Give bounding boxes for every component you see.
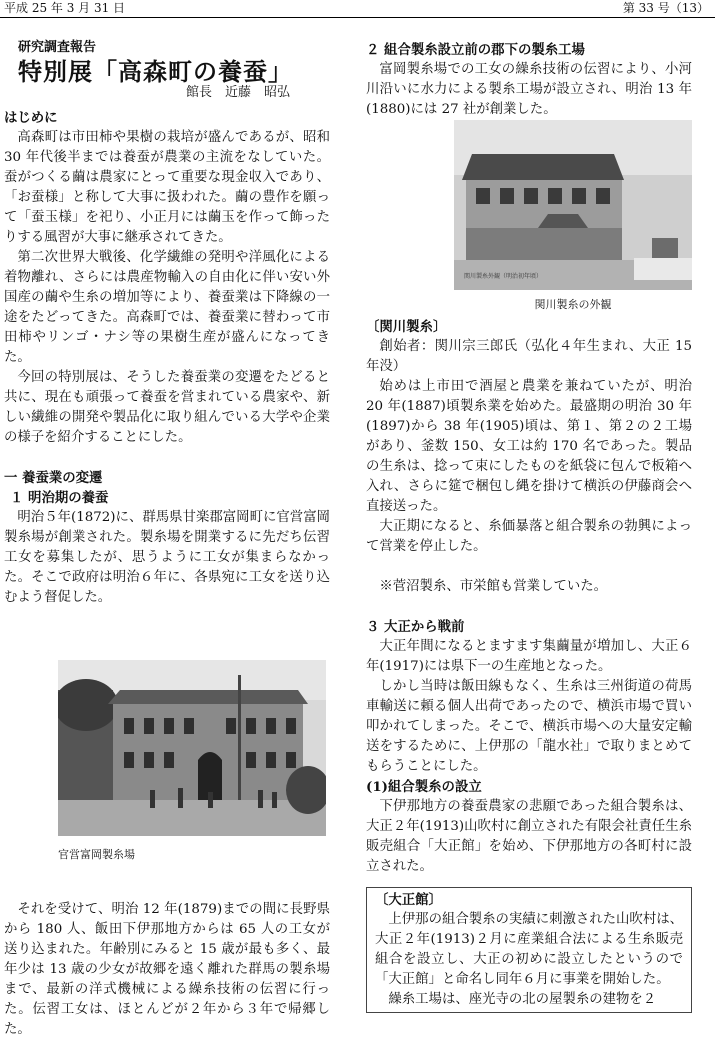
section3-paragraph-3: 下伊那地方の養蚕農家の悲願であった組合製糸は、大正２年(1913)山吹村に創立された有限会社責任生糸販売組合「大正館」を始め、下伊那地方の各町村に設立された。 — [366, 799, 692, 874]
header-rule — [0, 17, 715, 18]
section1-paragraph-1: 明治５年(1872)に、群馬県甘楽郡富岡町に官営富岡製糸場が創業された。製糸場を開業するに先だち伝習工女を募集したが、思うように工女が集まらなかった。そこで政府は明治６年に、各県宛に工女を送り込むよう督促した。 — [4, 510, 330, 605]
sekigawa-founder: 創始者：関川宗三郎氏（弘化４年生まれ、大正 15 年没） — [366, 339, 692, 374]
issue-number: 第 33 号（13） — [622, 1, 709, 15]
intro-paragraph-1: 高森町は市田柿や果樹の栽培が盛んであるが、昭和 30 年代後半までは養蚕が農業の主流をなしていた。蚕がつくる繭は農家にとって重要な現金収入であり、「お蚕様」と称して大事に扱われた。繭の豊作を願って「蚕玉様」を祀り、小正月には繭玉を作って飾ったりする風習が大事に継承されてきた。 — [4, 130, 330, 245]
section3-paragraph-2: しかし当時は飯田線もなく、生糸は三州街道の荷馬車輸送に頼る個人出荷であったので、横浜市場で買い叩かれてしまった。そこで、横浜市場への大量安定輸送をするために、上伊那の「龍水社」で取りまとめてもらうことにした。 — [366, 679, 692, 774]
section3-paragraph-1: 大正年間になるとますます集繭量が増加し、大正６年(1917)には県下一の生産地となった。 — [366, 639, 692, 674]
article-title: 特別展「高森町の養蚕」 — [18, 57, 293, 86]
section2-paragraph-1: 富岡製糸場での工女の繰糸技術の伝習により、小河川沿いに水力による製糸工場が設立され、明治 13 年(1880)には 27 社が創業した。 — [366, 62, 692, 117]
page-header — [0, 0, 715, 16]
section1-subheading: １ 明治期の養蚕 — [10, 490, 109, 506]
tomioka-silk-mill-photo — [58, 660, 326, 836]
sekigawa-figure — [454, 120, 692, 313]
section1-heading: 一 養蚕業の変遷 — [4, 470, 103, 486]
section3-heading: ３ 大正から戦前 — [366, 619, 465, 635]
intro-heading: はじめに — [4, 110, 58, 126]
sekigawa-heading: 〔関川製糸〕 — [366, 319, 447, 335]
taishokan-box — [366, 887, 692, 1013]
sekigawa-caption: 関川製糸の外観 — [534, 298, 612, 311]
taishokan-paragraph-1: 上伊那の組合製糸の実績に刺激された山吹村は、大正２年(1913)２月に産業組合法による生糸販売組合を設立し、大正の初めに設立したというので「大正館」と命名し同年６月に事業を開始した。 — [375, 912, 683, 987]
right-column — [366, 40, 692, 1013]
left-column — [4, 40, 330, 1037]
intro-paragraph-2: 第二次世界大戦後、化学繊維の発明や洋風化による着物離れ、さらには農産物輸入の自由化に伴い安い外国産の繭や生糸の増加等により、養蚕業は下降線の一途をたどってきた。高森町では、養蚕業に替わって市田柿やリンゴ・ナシ等の果樹生産が盛んになってきた。 — [4, 250, 330, 365]
section2-heading: ２ 組合製糸設立前の郡下の製糸工場 — [366, 42, 585, 58]
section3-subheading: (1)組合製糸の設立 — [366, 779, 482, 795]
section2-note: ※菅沼製糸、市栄館も営業していた。 — [379, 579, 608, 594]
article-kicker: 研究調査報告 — [18, 40, 97, 55]
article-author: 館長 近藤 昭弘 — [185, 85, 290, 100]
intro-paragraph-3: 今回の特別展は、そうした養蚕業の変遷をたどると共に、現在も頑張って養蚕を営まれている農家や、新しい繊維の開発や製品化に取り組んでいる大学や企業の様子を紹介することにした。 — [4, 370, 330, 445]
sekigawa-photo-inset: 関川製糸外観（明治初年頃） — [464, 273, 543, 280]
section1-paragraph-2: それを受けて、明治 12 年(1879)までの間に長野県から 180 人、飯田下伊那地方からは 65 人の工女が送り込まれた。年齢別にみると 15 歳が最も多く、最年少は 13 歳の少女が故郷を遠く離れた群馬の製糸場まで、最新の洋式機械による繰糸技術の伝習に行った。伝習工女は、ほとんどが２年から３年で帰郷した。 — [4, 902, 330, 1037]
tomioka-figure — [58, 660, 330, 863]
tomioka-caption: 官営富岡製糸場 — [58, 848, 135, 861]
issue-date: 平成 25 年 3 月 31 日 — [4, 1, 126, 15]
taishokan-heading: 〔大正館〕 — [375, 892, 442, 908]
section2-paragraph-3: 大正期になると、糸価暴落と組合製糸の勃興によって営業を停止した。 — [366, 519, 692, 554]
sekigawa-silk-mill-photo — [454, 120, 692, 290]
section1-paragraph-intro — [4, 508, 330, 608]
sekigawa-history: 始めは上市田で酒屋と農業を兼ねていたが、明治 20 年(1887)頃製糸業を始めた。最盛期の明治 30 年(1897)から 38 年(1905)頃は、第１、第２の２工場があり、釜数 150、女工は約 170 名であった。製品の生糸は、捻って束にしたものを紙袋に包んで板箱へ入れ、さらに筵で梱包し縄を掛けて横浜の伊藤商会へ直接送った。 — [366, 379, 692, 514]
taishokan-paragraph-2: 繰糸工場は、座光寺の北の屋製糸の建物を２ — [388, 992, 657, 1007]
